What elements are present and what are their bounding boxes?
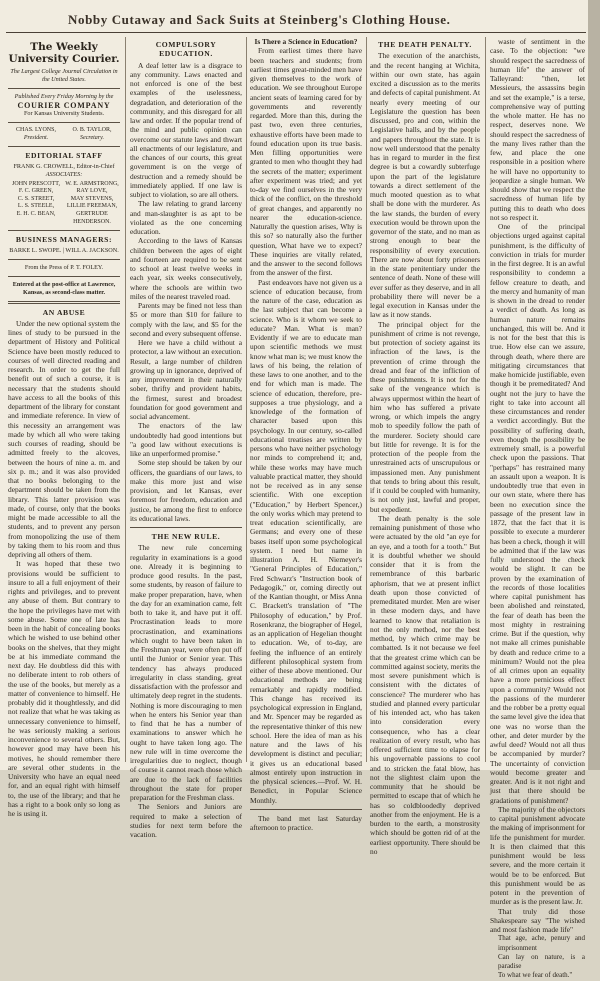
article-paragraph: The enactors of the law undoubtedly had good intentions but "a good law without executions is like an unperformed promise." (130, 421, 242, 458)
staff-name: W. E. ARMSTRONG, (65, 180, 119, 187)
article-heading: THE DEATH PENALTY. (378, 40, 472, 49)
staff-name: RAY LOVE, (76, 188, 108, 195)
staff-name: C. S. STREET, (17, 195, 55, 202)
column-rule (125, 37, 126, 762)
editorial-staff-heading: EDITORIAL STAFF (25, 151, 103, 161)
page-gutter (588, 0, 600, 770)
article-paragraph: It was hoped that these two provisions would be sufficient to insure to all a full enjoyment of their rights and privileges, and to prevent any abuse of them. But contrary to the hope the privileges have met with some abuse. Some one of late has been in the habit of concealing books which he wished to use behind other books on the shelves, that they might be at his immediate command the next day. He doubtless did this with no deliberate intent to rob others of the use of the books, but merely as a matter of convenience to himself. He probably did it thoughtlessly, and did not realize that what he was taking as unnecessary convenience to himself, he was seriously making a serious inconvenience to several others. But, however good may have been his motives, he should remember there are several other students in the University who have an equal need for, and an equal right with himself to, the use of the library; and that he has a right to a book only so long as he is using it. (8, 559, 120, 818)
staff-name: MAY STEVENS, (70, 195, 114, 202)
column-3 (250, 37, 362, 832)
masthead-published: Published Every Friday Morning by the (14, 93, 114, 100)
top-rule (6, 32, 586, 33)
article-paragraph: Past endeavors have not given us a science of education because, from the nature of the case, education as the last subject that can become a science. Who is it whom we seek to educate? Man. What is man? Evidently if we are to educate man upon scientific methods we must know what man is; we must know the laws of his being, the relation of these laws to one another, and to the end for which man is made. The science of education, therefore, pre-supposes a true physiology, and a knowledge of the formation of character based upon this psychology. In our century, so-called educational treatises are written by persons who have neither psychology nor minds to comprehend it; and, while these works may have much valuable practical matter, they should not be received as in any sense scientific. With one exception ("Education," by Herbert Spencer,) the only works which may pretend to treat education scientifically, are Germans; and every one of these bases itself upon some psychological system. I need but name in illustration A. H. Niemeyer's "General Principles of Education," Fred Schwarz's "Instruction book of Pedagogik," or, coming directly out of the Kantian thought, or Miss Anna C. Brackett's translation of "The Philosophy of education," by Prof. Rosenkranz, the biographer of Hegel, as an application of Hegelian thought to education. We, of to-day, are feeling the influence of an entirely different philosophical system from either of these above mentioned. Our educational methods are being remarkably and rapidly modified. This change has received its psychological expression in England, and Mr. Spencer may be regarded as the representative thinker of this new school. Here the idea of man as his nature and the laws of his development is distinct and peculiar; it gives us an educational based almost entirely upon instruction in the physical sciences.—Prof. W. H. Benedict, in Popular Science Monthly. (250, 277, 362, 805)
staff-name: E. H. C. BEAN, (16, 211, 56, 218)
article-paragraph: The principal object for the punishment of crime is not revenge, but protection of society against its infraction of the laws, is the prevention of crime through the dread and fear of the infliction of these punishments. It is not for the sake of the vengeance which is always uppermost within the heart of him who has suffered a private wrong, or which impels the angry mob to speedily follow the path of the murderer. Society should care but little for revenge. It is for the protection of the people from the unrestrained acts of unscrupulous or impassioned men. Any punishment that tends to bring about this result, if it could be coupled with humanity, is not only just, lawful and proper, but expedient. (370, 319, 480, 514)
column-4 (370, 37, 481, 856)
article-paragraph: A deaf letter law is a disgrace to any community. Laws enacted and not enforced is one of the best examples of the uselessness, degradation, and deterioration of the community, and this disregard for all law and order. If the popular trend of the mind and public opinion can overcome our statute laws and thwart all enactments of our legislature, and the chances of our courts, this great government is on the verge of destruction and a remedy should be immediately applied. If one law is subject to violation, so are all others. (130, 60, 242, 199)
article-paragraph: The death penalty is the sole remaining punishment of those who were actuated by the old "an eye for an eye, and a tooth for a tooth." But it is doubtful whether we should consider that it is from the remembrance of this barbaric aphorism, that we at present inflict death upon those convicted of premeditated murder. Men are wiser in these modern days, and have learned to know that retaliation is not the only method, nor the best method, by which crime may be combatted. Is it not because we feel that the greatest crime which can be committed against society, merits the most severe punishment which is consistent with the dictates of conscience? The murderer who has studied and planned every particular of his intended act, who has taken into consideration every consequence, who has a clear realization of every result, who has offered sufficient time to elapse for his ungovernable passions to cool and to stricken the fatal blow, has not the slightest claim upon the community that he should be permitted to escape that of which he has so coldbloodedly deprived another from the enjoyment. He is a burden to the earth, a monstrosity which should be gotten rid of at the earliest opportunity. There should be no (370, 513, 480, 856)
article-heading: Is There a Science in Education? (254, 37, 358, 46)
column-5 (490, 37, 585, 980)
masthead-company: COURIER COMPANY (17, 101, 111, 110)
article-paragraph: The band met last Saturday afternoon to practice. (250, 813, 362, 832)
masthead-for: For Kansas University Students. (23, 110, 105, 118)
article-paragraph: Some step should be taken by our officers, the guardians of our laws, to make this more just and wise provision, and let Kansas, ever foremost for freedom, education and justice, be among the first to enforce its educational laws. (130, 458, 242, 523)
staff-name: GERTRUDE HENDERSON. (73, 211, 111, 225)
article-paragraph: Parents may be fined not less than $5 or more than $10 for failure to comply with the law, and $5 for the second and every subsequent offense. (130, 301, 242, 338)
officer-name: O. B. TAYLOR, (72, 127, 112, 134)
press-line: From the Press of P. T. FOLEY. (24, 263, 104, 271)
masthead-title: The Weekly University Courier. (8, 41, 120, 65)
article-heading: AN ABUSE (42, 307, 86, 317)
masthead-subtitle: The Largest College Journal Circulation in the United States. (10, 68, 118, 83)
verse-line: To what we fear of death." (498, 971, 573, 980)
article-heading: THE NEW RULE. (151, 532, 221, 541)
editor-in-chief: FRANK G. CROWELL, Editor-in-Chief (13, 162, 115, 170)
article-paragraph: The execution of the anarchists, and the recent hanging at Wichita, within our own state, has again excited a discussion as to the merits and defects of capital punishment. At nearly every meeting of our Legislature the question has been discussed, pro and con, within the Legislative halls, and by the people and papers throughout the state. It is now well understood that the penalty has in regard to murder in the first degree is but a cowardly subterfuge upon the part of the legislature towards a direct settlement of the much mooted question as to what shall be done with the murderer. As the law stands, the burden of every execution would be thrown upon the governor of the state, and no man as strong enough to bear the responsibility of every execution. There are now about forty prisoners in the state penitentiary under the sentence of death. None of these will ever suffer as they deserve, and in all probability there will never be a legal execution in Kansas under the law as it now stands. (370, 51, 481, 320)
article-paragraph: The Seniors and Juniors are required to make a selection of studies for next term before the vacation. (130, 802, 242, 839)
verse-line: That age, ache, penury and imprisonment (498, 934, 585, 952)
article-paragraph: The majority of the objectors to capital punishment advocate the making of imprisonment for life the punishment for murder. It is then claimed that this punishment would be less severe, and the more certain it would be to be enforced. But this punishment would be as potent in the prevention of murder as is the present law. Jr. (490, 804, 585, 907)
top-banner: Nobby Cutaway and Sack Suits at Steinberg's Clothing House. (68, 12, 451, 27)
column-2 (130, 37, 242, 839)
article-heading: COMPULSORY EDUCATION. (155, 40, 217, 59)
staff-name: LILLIE FREEMAN, (66, 203, 118, 210)
article-paragraph: Under the new optional system the lines of study to be pursued in the department of History and Political Science have been mostly reduced to courses of well directed reading and research. In order to get the full benefit out of such a course, it is necessary that the students should have access to all the books of this department of the library for constant and immediate reference. In view of this necessity an arrangement was made by which all who were taking such courses of reading, should be admitted freely to the alcoves, between the hours of nine a. m. and six p. m.; and it was also provided that no books belonging to the department should be taken from the library. This latter provision was made, of course, only that the books might be made accessible to all the students, and to prevent any person from monopolizing the use of them by taking them to his room and thus depriving all others of them. (8, 318, 120, 559)
article-paragraph: According to the laws of Kansas children between the ages of eight and fourteen are required to be sent to school at least twelve weeks in each year, six weeks consecutively, where the schools are within two miles of the nearest traveled road. (130, 236, 242, 301)
article-paragraph: Here we have a child without a protector, a law without an execution. Result, a large number of children growing up in ignorance, deprived of any improvement in their naturally sober, thrifty and provident habits, the firmest, surest and broadest foundation for good government and social advancement. (130, 338, 242, 421)
officer-name: CHAS. LYONS, (16, 127, 56, 134)
article-paragraph: From earliest times there have been teachers and students; from earliest times great-minded men have given themselves to the work of education. We see throughout Europe ancient seats of learning cared for by governments and reverently regarded. More than this, during the past two, even three centuries, exhaustive efforts have been made to found education upon its true basis. Men filling opportunities were granted to men who thought they had the secrets of the matter; experiment after experiment was tried; and yet to-day we find ourselves in the very thick of the conflict, on the threshold of great changes, and apparently no nearer the education-science. Naturally the question arises, Why is this so? so naturally also the further question, What have we to expect? These inquiries are vitally related, and the answer to the second follows from the answer of the first. (250, 46, 362, 278)
entered-notice: Entered at the post-office at Lawrence, Kansas, as second-class matter. (12, 280, 116, 296)
column-rule (485, 37, 486, 762)
article-paragraph: The law relating to grand larceny and man-slaughter is as apt to be violated as the one concerning education. (130, 199, 242, 236)
staff-list (8, 181, 120, 227)
column-rule (366, 37, 367, 762)
verse-intro: That truly did those Shakespeare say "The wished and most fashion made life" (490, 906, 585, 934)
officer-role: Secretary. (80, 134, 104, 141)
staff-name: F. C. GREEN, (18, 188, 54, 195)
staff-name: L. S. STEELE, (17, 203, 55, 210)
officer-role: President. (23, 134, 49, 141)
staff-name: JOHN PRESCOTT, (12, 180, 60, 187)
column-rule (246, 37, 247, 762)
column-1 (8, 37, 120, 818)
article-paragraph: The new rule concerning regularity in examinations is a good one. Already it is beginning to produce good results. In the past, some students, by reason of failure to make proper preparation, have, when the day for an examination came, felt both to take it, and have put it off. Procrastination leads to more procrastination, and examinations which ought to have been taken in the Freshman year, were often put off until the Junior or Senior year. This tendency has always produced irregularity in class standing, great dissatisfaction with the professor and ultimately deep regret in the students. Nothing is more discouraging to men when he enters his Senior year than to find that he has a number of examinations to answer which he ought to have taken long ago. The new rule will in time overcome the irregularities due to neglect, though of course it cannot reach those which are due to the lack of facilities throughout the state for proper preparation for the Freshman class. (130, 543, 242, 802)
associates-label: ASSOCIATES: (45, 170, 83, 178)
article-paragraph: One of the principal objections urged against capital punishment, is the difficulty of conviction in trials for murder in the first degree. It is an awful responsibility to condemn a fellow creature to death, and the mercy and humanity of man is shown in the dread to render a verdict of death. As long as human nature remains unchanged, this will be. And it is not for the best that this is true. How else can we assure, through death, where there are mitigating circumstances that make homicide justifiable, even though it be premeditated? And ought not the jury to have the right to take into account all these circumstances and render a verdict accordingly. But the possibility of suffering death, even though the possibility be extremely small, is a powerful check upon the passions. That "perhaps" has restrained many an assault upon a weapon. It is undoubtedly true that even in our own state, where there has been no execution since the passage of the present law in 1872, that the fact that it is possible to execute a murderer has been a check, though it will be admitted that if the law was fully understood the check would be slight. It can be proven by the examination of the records of those localities where capital punishment has been abolished and reinstated, the fear of death has been the most mighty in restraining crime. But if the question, why not make all crimes punishable by death and reduce crime to a minimum? Would not the plea of all crimes upon an equality have a more pernicious effect upon a community? Would not the passions of the murderer and the robber be a pretty equal the same level give the idea that one was no worse than the other, and deter murder by the awful deed? Would not all thus be accompanied by murder? The uncertainty of conviction would become greater and greater. And is it not right and just that there should be gradations of punishment? (490, 222, 585, 805)
business-managers-heading: BUSINESS MANAGERS: (15, 235, 113, 245)
article-paragraph: waste of sentiment in the case. To the objection: "we should respect the sacredness of human life" the answer of Talleyrand: "then, let Messieurs, the assassins begin and set the example," is a terse, comprehensive way of putting the whole matter. He has no respect, deserves none. We should respect the sacredness of the many lives rather than the few, and place the one responsible in a position where he will have no opportunity to jeopardize a single human. We should show that we respect the sacredness of human life by putting this to death who does not so respect it. (490, 37, 585, 222)
business-managers: BARKE L. SWOPE. | WILL A. JACKSON. (9, 246, 119, 254)
verse-line: Can lay on nature, is a paradise (498, 952, 585, 970)
officers (8, 127, 120, 142)
